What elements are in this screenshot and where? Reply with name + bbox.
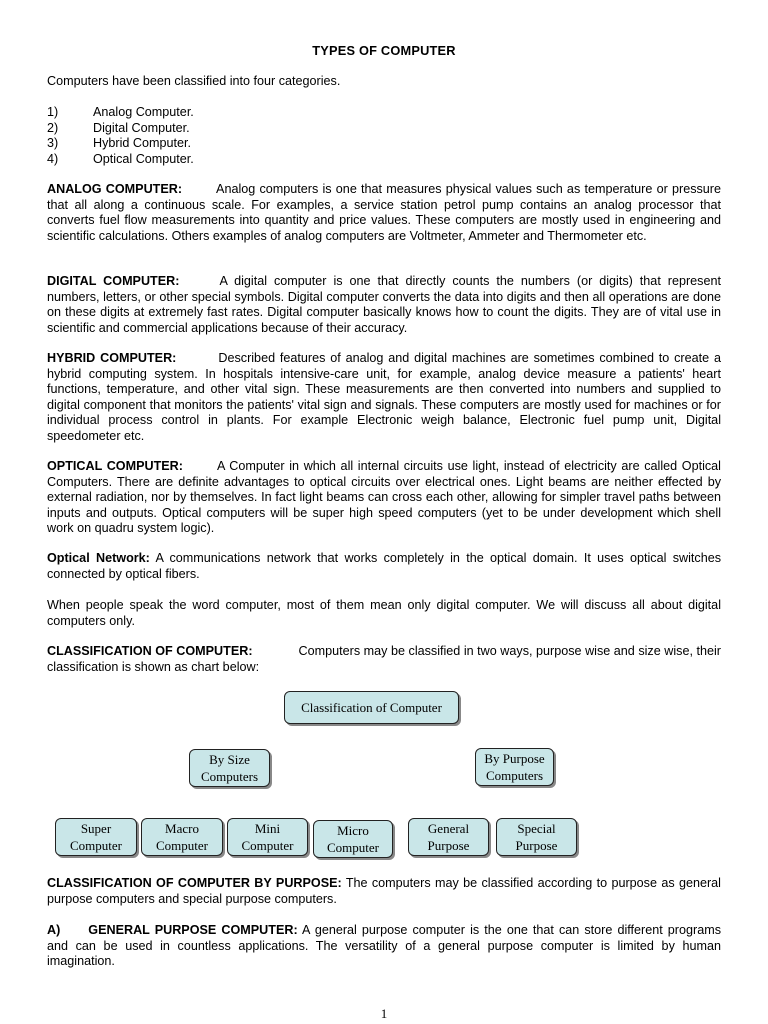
hybrid-heading: HYBRID COMPUTER: bbox=[47, 351, 177, 365]
list-item bbox=[47, 121, 194, 137]
list-number: 3) bbox=[47, 136, 59, 151]
by-purpose-paragraph bbox=[47, 876, 721, 907]
classification-heading: CLASSIFICATION OF COMPUTER: bbox=[47, 644, 253, 658]
general-purpose-heading: GENERAL PURPOSE COMPUTER: bbox=[88, 923, 298, 937]
analog-paragraph bbox=[47, 182, 721, 244]
chart-by-size-box: By Size Computers bbox=[189, 749, 270, 787]
by-purpose-heading: CLASSIFICATION OF COMPUTER BY PURPOSE: bbox=[47, 876, 342, 890]
category-list bbox=[47, 105, 194, 167]
digital-text: A digital computer is one that directly counts the numbers (or digits) that represent numbers, letters, or other special symbols. Digital computer converts the data into digits and then all operations are done on these digits at extremely fast rates. Digital computer basically knows how to count the digits. They are of vital use in scientific and commercial applications because of their accuracy. bbox=[47, 274, 721, 335]
general-purpose-text: A general purpose computer is the one that can store different programs and can be used in countless applications. The versatility of a general purpose computer is limited by human imagination. bbox=[47, 923, 721, 969]
hybrid-paragraph bbox=[47, 351, 721, 445]
list-label: Hybrid Computer. bbox=[93, 136, 191, 151]
chart-super-box: Super Computer bbox=[55, 818, 137, 856]
chart-macro-box: Macro Computer bbox=[141, 818, 223, 856]
chart-by-purpose-box: By Purpose Computers bbox=[475, 748, 554, 786]
classification-paragraph bbox=[47, 644, 721, 675]
page-title: TYPES OF COMPUTER bbox=[312, 43, 456, 58]
list-number: 2) bbox=[47, 120, 59, 135]
optical-paragraph bbox=[47, 459, 721, 537]
intro-paragraph: Computers have been classified into four categories. bbox=[47, 74, 341, 88]
optical-network-heading: Optical Network: bbox=[47, 551, 150, 565]
analog-text: Analog computers is one that measures physical values such as temperature or pressure that all along a continuous scale. For examples, a service station petrol pump contains an analog processor that converts fuel flow measurements into quantity and price values. These computers are mostly used in engineering and scientific calculations. Others examples of analog computers are Voltmeter, Ammeter and Thermometer etc. bbox=[47, 182, 721, 243]
list-number: 1) bbox=[47, 105, 59, 119]
hybrid-text: Described features of analog and digital machines are sometimes combined to create a hybrid computing system. In hospitals intensive-care unit, for example, analog device measure a patients' heart functions, temperature, and other vital sign. These measurements are then converted into numbers and supplied to digital component that monitors the patients' vital sign and signals. These computers are mostly used for machines or for individual process control in plants. For example Electronic weigh balance, Electronic fuel pump unit, Digital speedometer etc. bbox=[47, 351, 721, 443]
chart-general-box: General Purpose bbox=[408, 818, 489, 856]
analog-heading: ANALOG COMPUTER: bbox=[47, 182, 183, 196]
list-item bbox=[47, 136, 194, 152]
list-label: Digital Computer. bbox=[93, 120, 190, 135]
chart-root-box: Classification of Computer bbox=[284, 691, 459, 724]
list-item bbox=[47, 152, 194, 168]
digital-heading: DIGITAL COMPUTER: bbox=[47, 274, 180, 288]
optical-network-text: A communications network that works completely in the optical domain. It uses optical switches connected by optical fibers. bbox=[47, 551, 721, 581]
list-label: Optical Computer. bbox=[93, 151, 194, 166]
chart-micro-box: Micro Computer bbox=[313, 820, 393, 858]
people-speak-paragraph: When people speak the word computer, most of them mean only digital computer. We will discuss all about digital computers only. bbox=[47, 598, 721, 628]
list-number: 4) bbox=[47, 151, 59, 166]
optical-text: A Computer in which all internal circuits use light, instead of electricity are called Optical Computers. There are definite advantages to optical circuits over electrical ones. Light beams are neither effected by external radiation, nor by themselves. In fact light beams can cross each other, allowing for simpler travel paths between inputs and outputs. Optical computers will be super high speed computers (yet to be under development which shell work on quadru system logic). bbox=[47, 459, 721, 536]
list-item bbox=[47, 105, 194, 121]
by-purpose-text: The computers may be classified according to purpose as general purpose computers and special purpose computers. bbox=[47, 876, 721, 906]
classification-text: Computers may be classified in two ways, purpose wise and size wise, their classification is shown as chart below: bbox=[47, 644, 721, 674]
optical-network-paragraph bbox=[47, 551, 721, 582]
general-purpose-paragraph bbox=[47, 923, 721, 970]
optical-heading: OPTICAL COMPUTER: bbox=[47, 459, 183, 473]
chart-mini-box: Mini Computer bbox=[227, 818, 308, 856]
general-purpose-label: A) bbox=[47, 923, 61, 937]
list-label: Analog Computer. bbox=[93, 105, 194, 119]
chart-special-box: Special Purpose bbox=[496, 818, 577, 856]
digital-paragraph bbox=[47, 274, 721, 336]
page-number: 1 bbox=[380, 1006, 388, 1021]
